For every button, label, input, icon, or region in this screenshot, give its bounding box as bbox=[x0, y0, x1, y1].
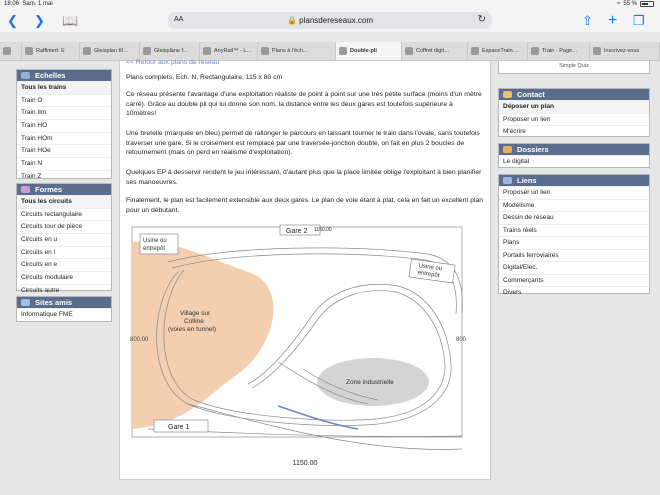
tab-7[interactable] bbox=[402, 42, 468, 60]
tab-label: Train - Page… bbox=[542, 48, 578, 54]
gare-2-label: Gare 2 bbox=[286, 228, 308, 235]
formes-item[interactable]: Circuits tour de pièce bbox=[17, 220, 111, 233]
wifi-icon: ≈ bbox=[617, 1, 621, 7]
tab-favicon-icon bbox=[593, 47, 601, 55]
tab-10[interactable] bbox=[590, 42, 660, 60]
tab-1[interactable] bbox=[22, 42, 80, 60]
tab-favicon-icon bbox=[261, 47, 269, 55]
echelles-icon bbox=[21, 72, 30, 79]
track-plan-diagram bbox=[128, 224, 466, 467]
contact-header: Contact bbox=[499, 89, 649, 100]
new-tab-icon[interactable]: + bbox=[608, 12, 618, 29]
back-link[interactable]: << Retour aux plans de réseau bbox=[126, 59, 220, 66]
contact-item[interactable]: M'écrire bbox=[499, 125, 649, 138]
tab-favicon-icon bbox=[203, 47, 211, 55]
usine-1-label-1: Usine ou bbox=[143, 238, 167, 244]
tab-label: Double-pli bbox=[350, 48, 377, 54]
tab-4[interactable] bbox=[200, 42, 258, 60]
tab-3[interactable] bbox=[140, 42, 200, 60]
echelles-item[interactable]: Train O bbox=[17, 94, 111, 107]
tab-favicon-icon bbox=[339, 47, 347, 55]
tab-0[interactable] bbox=[0, 42, 22, 60]
tabs-overview-icon[interactable]: ❐ bbox=[633, 13, 645, 28]
formes-item[interactable]: Circuits rectangulaire bbox=[17, 208, 111, 221]
echelles-item[interactable]: Train IIm bbox=[17, 106, 111, 119]
contact-icon bbox=[503, 91, 512, 98]
echelles-item[interactable]: Train HOe bbox=[17, 144, 111, 157]
quiz-box bbox=[498, 61, 650, 74]
village-label-1: Village sur bbox=[180, 310, 211, 317]
echelles-item[interactable]: Train Z bbox=[17, 170, 111, 183]
tab-label: Inscrivez-vous bbox=[604, 48, 640, 54]
browser-toolbar bbox=[0, 10, 660, 32]
tab-5[interactable] bbox=[258, 42, 336, 60]
tab-favicon-icon bbox=[405, 47, 413, 55]
echelles-item[interactable]: Train HOm bbox=[17, 132, 111, 145]
paragraph-1: Ce réseau présente l'avantage d'une exploitation réaliste de point à point sur une très petite surface (moins d'un mètre carré). Grâce au double pli qui lui donne son nom, la distance entre les deux gares est toutefois supérieure à 10mètres! bbox=[126, 91, 482, 118]
paragraph-2: Une bretelle (marquée en bleu) permet de rallonger le parcours en laissant tourner le train dans l'ovale, sans toutefois traverser une gare. Si le croisement est remplacé par une traversée-jonction double, on fait en plus 2 boucles de retournement (mais on perd en réalisme d'exploitation). bbox=[126, 130, 480, 157]
quiz-label[interactable]: Simple Quiz bbox=[559, 63, 589, 69]
village-label-3: (voies en tunnel) bbox=[168, 326, 217, 333]
tab-label: Gleispläne f… bbox=[154, 48, 189, 54]
usine-2-label-1: Usine ou bbox=[418, 263, 443, 273]
liens-item[interactable]: Plans bbox=[499, 236, 649, 249]
liens-item[interactable]: Dessin de réseau bbox=[499, 211, 649, 224]
liens-item[interactable]: Proposer un lien bbox=[499, 186, 649, 199]
tab-favicon-icon bbox=[143, 47, 151, 55]
formes-item[interactable]: Circuits en u bbox=[17, 233, 111, 246]
echelles-item[interactable]: Tous les trains bbox=[17, 81, 111, 94]
liens-item[interactable]: Modélisme bbox=[499, 199, 649, 212]
dim-left-label: 800.00 bbox=[130, 337, 149, 343]
formes-item[interactable]: Circuits autre bbox=[17, 284, 111, 297]
tab-8[interactable] bbox=[468, 42, 528, 60]
paragraph-3: Quelques EP à desservir rendent le jeu intéressant, d'autant plus que la place limitée oblige l'exploitant à bien planifier ses manoeuvres. bbox=[126, 169, 482, 186]
dossiers-item[interactable]: Le digital bbox=[499, 155, 649, 168]
battery-indicator: ≈ 55 % bbox=[617, 1, 654, 7]
tab-label: EspaceTrain… bbox=[482, 48, 519, 54]
dim-bottom-label: 1150.00 bbox=[292, 460, 318, 467]
reload-icon[interactable]: ↻ bbox=[477, 14, 486, 25]
tab-favicon-icon bbox=[531, 47, 539, 55]
liens-item[interactable]: Divers bbox=[499, 286, 649, 299]
tab-favicon-icon bbox=[3, 47, 11, 55]
tab-favicon-icon bbox=[25, 47, 33, 55]
formes-box bbox=[16, 183, 112, 294]
formes-item[interactable]: Tous les circuits bbox=[17, 195, 111, 208]
village-label-2: Colline bbox=[184, 318, 204, 325]
bookmarks-icon[interactable]: 📖 bbox=[62, 13, 79, 28]
liens-header: Liens bbox=[499, 175, 649, 186]
dossiers-box bbox=[498, 143, 650, 168]
back-icon[interactable]: ❮ bbox=[7, 13, 18, 28]
liens-item[interactable]: Digital/Elec. bbox=[499, 261, 649, 274]
tab-6[interactable] bbox=[336, 42, 402, 60]
dossiers-header: Dossiers bbox=[499, 144, 649, 155]
forward-icon[interactable]: ❯ bbox=[34, 13, 45, 28]
contact-item[interactable]: Proposer un lien bbox=[499, 113, 649, 126]
address-bar[interactable] bbox=[168, 12, 492, 29]
formes-header: Formes bbox=[17, 184, 111, 195]
liens-item[interactable]: Commerçants bbox=[499, 274, 649, 287]
tab-favicon-icon bbox=[471, 47, 479, 55]
usine-2-label-2: entrepôt bbox=[417, 270, 440, 280]
dim-top-label: 1150.00 bbox=[314, 227, 332, 233]
url-text: 🔒 plansdereseaux.com bbox=[286, 16, 373, 25]
formes-item[interactable]: Circuits en e bbox=[17, 258, 111, 271]
formes-item[interactable]: Circuits en l bbox=[17, 246, 111, 259]
liens-icon bbox=[503, 177, 512, 184]
tab-favicon-icon bbox=[83, 47, 91, 55]
tab-bar bbox=[0, 42, 660, 61]
battery-icon bbox=[640, 1, 654, 7]
contact-item[interactable]: Déposer un plan bbox=[499, 100, 649, 113]
formes-item[interactable]: Circuits modulaire bbox=[17, 271, 111, 284]
tab-2[interactable] bbox=[80, 42, 140, 60]
tab-label: AnyRail™ - L… bbox=[214, 48, 252, 54]
liens-item[interactable]: Portails ferroviaires bbox=[499, 249, 649, 262]
echelles-item[interactable]: Train N bbox=[17, 157, 111, 170]
sites-amis-icon bbox=[21, 299, 30, 306]
sites-amis-header: Sites amis bbox=[17, 297, 111, 308]
reader-button[interactable]: AA bbox=[174, 16, 184, 23]
formes-icon bbox=[21, 186, 30, 193]
contact-box bbox=[498, 88, 650, 137]
paragraph-4: Finalement, le plan est facilement extensible aux deux gares. Le plan de voie étant à plat, cela en fait un excellent plan pour un débutant. bbox=[126, 197, 484, 214]
status-bar bbox=[0, 0, 660, 10]
echelles-header: Echelles bbox=[17, 70, 111, 81]
liens-box bbox=[498, 174, 650, 294]
share-icon[interactable]: ⇧ bbox=[582, 13, 593, 28]
dim-right-label: 800 bbox=[456, 337, 466, 343]
main-content bbox=[119, 61, 491, 480]
dossiers-icon bbox=[503, 146, 512, 153]
tab-label: Raffiniert: E bbox=[36, 48, 65, 54]
usine-1-label-2: entrepôt bbox=[143, 246, 166, 252]
echelles-box bbox=[16, 69, 112, 179]
gare-1-label: Gare 1 bbox=[168, 424, 190, 431]
tab-label: Plans à l'éch… bbox=[272, 48, 309, 54]
sites-amis-box bbox=[16, 296, 112, 322]
tab-label: Gleisplan Kl… bbox=[94, 48, 129, 54]
liens-item[interactable]: Trains réels bbox=[499, 224, 649, 237]
zone-industrielle-label: Zone industrielle bbox=[346, 379, 394, 386]
sites-amis-item[interactable]: Informatique FME bbox=[17, 308, 111, 321]
tab-label: Coffret digit… bbox=[416, 48, 450, 54]
status-time: 18:06 Sam. 1 mai bbox=[4, 1, 53, 7]
tab-9[interactable] bbox=[528, 42, 590, 60]
echelles-item[interactable]: Train HO bbox=[17, 119, 111, 132]
plan-subtitle: Plans complets, Ech. N, Rectangulaire, 115 x 80 cm bbox=[126, 74, 283, 81]
